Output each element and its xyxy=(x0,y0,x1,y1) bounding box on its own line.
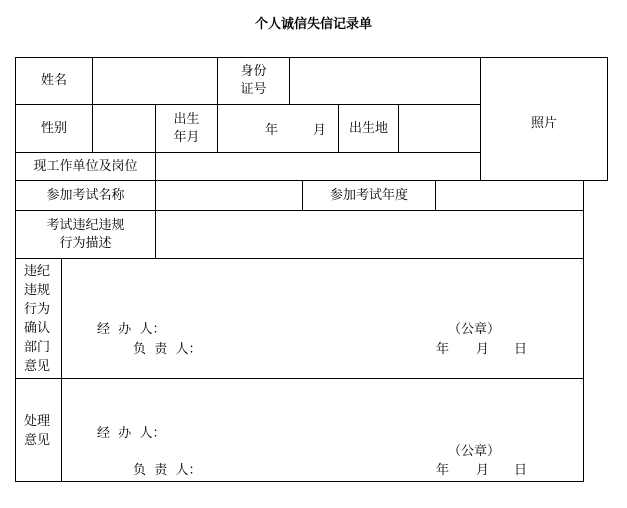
confirm-dept-opinion-label xyxy=(24,262,50,376)
birth-date-label xyxy=(156,105,217,152)
confirm-label-line: 部门 xyxy=(24,340,51,355)
handling-handler-label: 经 办 人： xyxy=(97,426,166,441)
birth-date-field[interactable] xyxy=(218,105,338,152)
birthplace-field[interactable] xyxy=(399,105,480,152)
confirm-label-line: 违规 xyxy=(24,283,51,298)
confirm-handler-label: 经 办 人： xyxy=(97,322,166,337)
confirm-label-line: 意见 xyxy=(24,359,51,374)
confirm-label-line: 行为 xyxy=(24,302,51,317)
exam-year-field[interactable] xyxy=(436,181,583,210)
workplace-label: 现工作单位及岗位 xyxy=(33,158,138,174)
violation-description-label xyxy=(16,211,155,258)
name-field[interactable] xyxy=(93,58,217,104)
gender-field[interactable] xyxy=(93,105,155,152)
handling-month-label: 月 xyxy=(476,463,490,478)
confirm-responsible-label: 负 责 人： xyxy=(133,342,202,357)
confirm-seal-label: （公章） xyxy=(448,322,501,337)
photo-box[interactable] xyxy=(481,58,607,180)
confirm-month-label: 月 xyxy=(476,342,490,357)
confirm-label-line: 违纪 xyxy=(24,264,51,279)
confirm-dept-opinion-field[interactable] xyxy=(62,259,583,378)
birth-label-line-1: 出生 xyxy=(173,111,200,127)
name-label: 姓名 xyxy=(40,73,67,88)
exam-year-label: 参加考试年度 xyxy=(329,187,408,203)
handling-label-line: 意见 xyxy=(24,433,51,448)
handling-responsible-label: 负 责 人： xyxy=(133,463,202,478)
month-label: 月 xyxy=(313,123,327,138)
gender-label: 性别 xyxy=(40,120,67,136)
exam-name-label: 参加考试名称 xyxy=(46,187,125,203)
id-number-field[interactable] xyxy=(290,58,480,104)
handling-opinion-label xyxy=(24,412,50,450)
exam-name-field[interactable] xyxy=(156,181,302,210)
birthplace-label: 出生地 xyxy=(348,120,388,136)
handling-label-line: 处理 xyxy=(24,414,51,429)
photo-label: 照片 xyxy=(530,116,557,131)
violation-desc-line-2: 行为描述 xyxy=(59,235,112,251)
handling-seal-label: （公章） xyxy=(448,444,501,459)
handling-year-label: 年 xyxy=(436,463,450,478)
violation-description-field[interactable] xyxy=(156,211,583,258)
confirm-day-label: 日 xyxy=(514,342,528,357)
year-label: 年 xyxy=(265,123,279,138)
id-label-line-1: 身份 xyxy=(240,64,267,79)
id-number-label xyxy=(218,58,289,104)
violation-desc-line-1: 考试违纪违规 xyxy=(46,217,125,233)
form-title: 个人诚信失信记录单 xyxy=(254,17,372,32)
confirm-label-line: 确认 xyxy=(24,321,51,336)
handling-day-label: 日 xyxy=(514,463,528,478)
birth-label-line-2: 年月 xyxy=(173,129,200,145)
confirm-year-label: 年 xyxy=(436,342,450,357)
id-label-line-2: 证号 xyxy=(240,82,267,97)
handling-opinion-field[interactable] xyxy=(62,379,583,481)
workplace-field[interactable] xyxy=(156,153,480,180)
